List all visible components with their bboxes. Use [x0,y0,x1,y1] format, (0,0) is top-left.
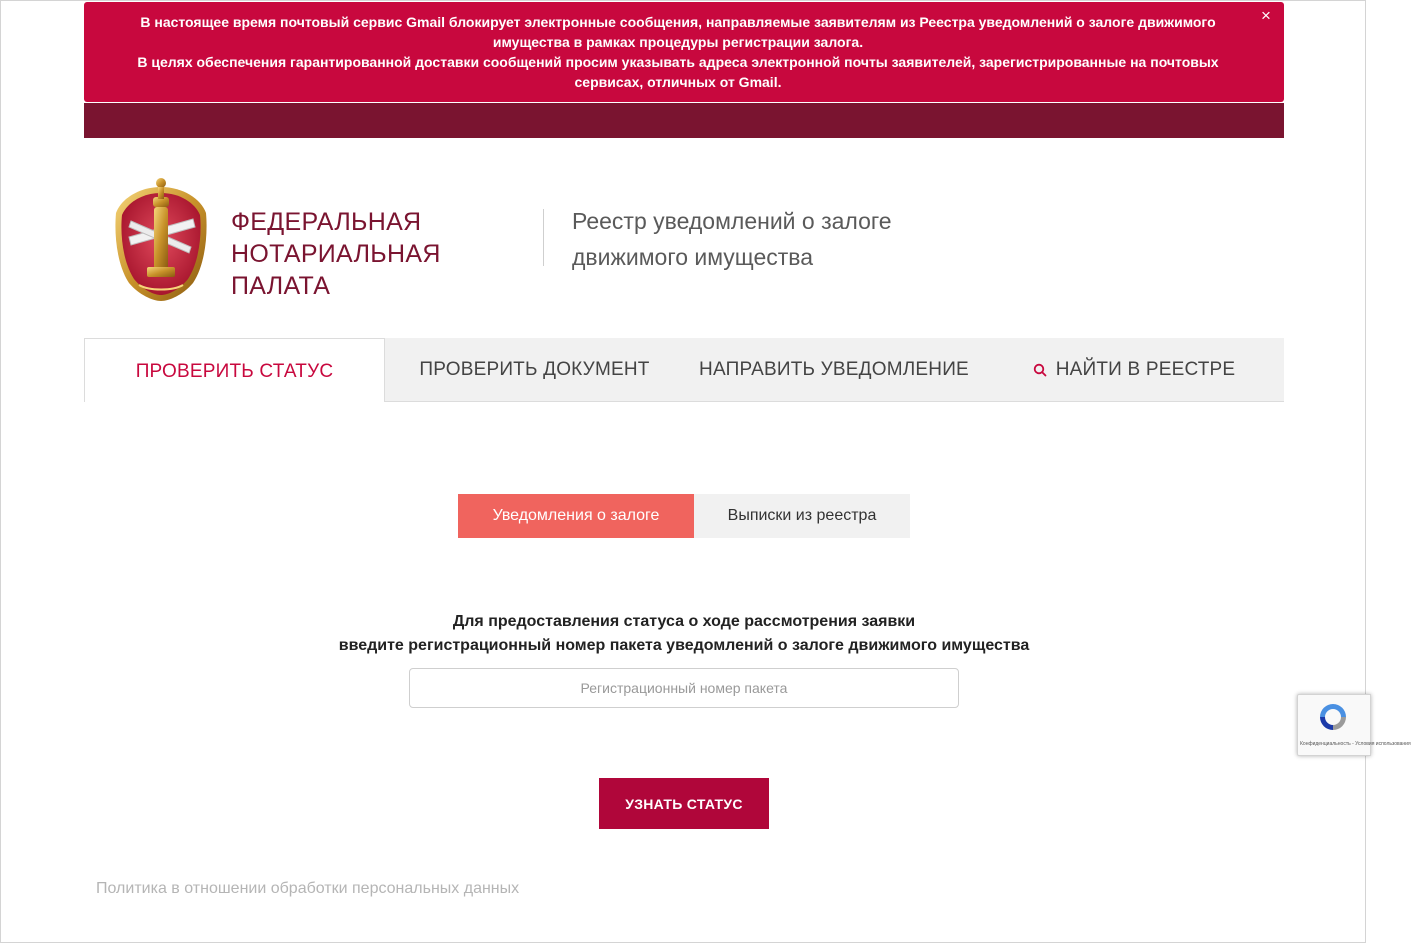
tab-check-status[interactable] [84,338,385,402]
recaptcha-badge[interactable] [1297,694,1411,756]
tab-check-status-label: ПРОВЕРИТЬ СТАТУС [135,360,334,382]
instruction-line-1: Для предоставления статуса о ходе рассмотрения заявки [452,613,916,630]
recaptcha-terms-text: Конфиденциальность - Условия использования [1300,741,1411,747]
org-name-line-2: НОТАРИАЛЬНАЯ ПАЛАТА [231,240,441,300]
search-icon [1033,363,1047,377]
tab-send-notification-label: НАПРАВИТЬ УВЕДОМЛЕНИЕ [699,358,969,380]
tab-check-document[interactable] [385,338,684,401]
header-divider [543,209,544,266]
recaptcha-icon [1317,701,1349,733]
registry-title-line-2: движимого имущества [572,244,814,270]
header-top-bar [84,103,1284,138]
tab-search-registry[interactable] [984,338,1284,401]
org-name-line-1: ФЕДЕРАЛЬНАЯ [231,208,422,236]
tab-check-document-label: ПРОВЕРИТЬ ДОКУМЕНТ [419,358,650,380]
tab-search-registry-label: НАЙТИ В РЕЕСТРЕ [1055,358,1236,380]
alert-line-1: В настоящее время почтовый сервис Gmail блокирует электронные сообщения, направляемые заявителям из Реестра уведомлений о залоге движимого имущества в рамках процедуры регистрации залога. [140,14,1216,50]
close-icon[interactable]: × [1261,6,1271,25]
toggle-registry-extracts[interactable]: Выписки из реестра [694,494,910,538]
alert-line-2: В целях обеспечения гарантированной доставки сообщений просим указывать адреса электронной почты заявителей, зарегистрированные на почтовых сервисах, отличных от Gmail. [137,54,1219,90]
instruction-line-2: введите регистрационный номер пакета уведомлений о залоге движимого имущества [338,637,1030,654]
check-status-button[interactable]: УЗНАТЬ СТАТУС [599,778,769,829]
registration-number-input[interactable] [409,668,959,708]
main-nav [84,338,1284,402]
registry-title-line-1: Реестр уведомлений о залоге [572,208,892,234]
notary-chamber-emblem-icon [109,175,213,303]
form-instructions [184,610,1184,658]
privacy-policy-link[interactable]: Политика в отношении обработки персональных данных [96,880,520,897]
organization-name [231,206,531,302]
notice-type-toggle [458,494,910,538]
registry-title [572,203,932,275]
gmail-alert-banner [84,2,1284,102]
toggle-pledge-notices[interactable]: Уведомления о залоге [458,494,694,538]
tab-send-notification[interactable] [684,338,984,401]
